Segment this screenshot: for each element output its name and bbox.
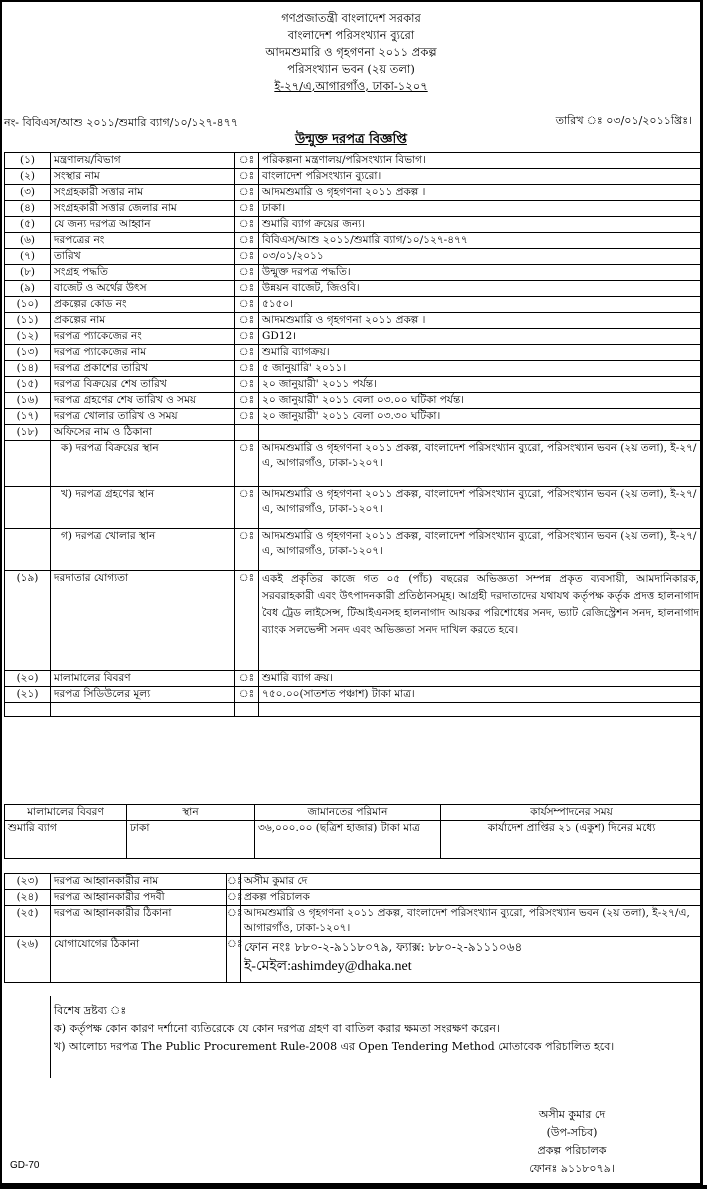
items-header-row [5, 805, 703, 821]
row-value: ৭৫০.০০(সাতশত পঞ্চাশ) টাকা মাত্র। [259, 687, 703, 703]
table-row [5, 361, 703, 377]
table-row-office-opening [5, 529, 703, 571]
row-value: আদমশুমারি ও গৃহগণনা ২০১১ প্রকল্প, বাংলাদেশ পরিসংখ্যান ব্যুরো, পরিসংখ্যান ভবন (২য় তলা), ই-২৭/এ, আগারগাঁও, ঢাকা-১২০৭। [259, 487, 703, 529]
header-line-1: গণপ্রজাতন্ত্রী বাংলাদেশ সরকার [281, 11, 421, 25]
row-number: (১৩) [5, 345, 51, 361]
row-value: অসীম কুমার দে [241, 874, 703, 890]
row-separator: ঃ [235, 185, 259, 201]
row-separator: ঃ [235, 217, 259, 233]
table-row [5, 313, 703, 329]
table-row-office [5, 425, 703, 441]
row-separator: ঃ [235, 687, 259, 703]
items-header: স্থান [127, 805, 255, 821]
items-cell: শুমারি ব্যাগ [5, 821, 127, 859]
row-label: যোগাযোগের ঠিকানা [51, 937, 227, 983]
items-cell: কার্যাদেশ প্রাপ্তির ২১ (একুশ) দিনের মধ্যে [441, 821, 703, 859]
notes-title: বিশেষ দ্রষ্টব্য ঃ [54, 1004, 127, 1017]
row-value: ৫১৫০। [259, 297, 703, 313]
row-separator: ঃ [235, 377, 259, 393]
row-separator: ঃ [235, 671, 259, 687]
table-row [5, 874, 703, 890]
row-value: শুমারি ব্যাগক্রয়। [259, 345, 703, 361]
table-row-21 [5, 687, 703, 703]
table-row [5, 217, 703, 233]
row-number: (৮) [5, 265, 51, 281]
table-row [5, 377, 703, 393]
items-cell: ঢাকা [127, 821, 255, 859]
row-value: ০৩/০১/২০১১ [259, 249, 703, 265]
row-label: দরপত্র প্রকাশের তারিখ [51, 361, 235, 377]
row-separator: ঃ [235, 297, 259, 313]
row-separator: ঃ [235, 233, 259, 249]
row-separator: ঃ [235, 571, 259, 671]
row-number: (২) [5, 169, 51, 185]
row-value: আদমশুমারি ও গৃহগণনা ২০১১ প্রকল্প, বাংলাদেশ পরিসংখ্যান ব্যুরো, পরিসংখ্যান ভবন (২য় তলা), ই-২৭/এ, আগারগাঁও, ঢাকা-১২০৭। [241, 906, 703, 937]
items-header: জামানতের পরিমান [255, 805, 441, 821]
table-row [5, 409, 703, 425]
row-separator: ঃ [227, 906, 241, 937]
items-cell: ৩৬,০০০.০০ (ছত্রিশ হাজার) টাকা মাত্র [255, 821, 441, 859]
header-line-2: বাংলাদেশ পরিসংখ্যান ব্যুরো [287, 28, 415, 42]
row-number: (২৩) [5, 874, 51, 890]
header-line-3: আদমশুমারি ও গৃহগণনা ২০১১ প্রকল্প [265, 45, 437, 59]
row-number: (২৫) [5, 906, 51, 937]
row-value: আদমশুমারি ও গৃহগণনা ২০১১ প্রকল্প । [259, 313, 703, 329]
bottom-border [0, 1185, 707, 1189]
table-row [5, 249, 703, 265]
row-number: (১৭) [5, 409, 51, 425]
blank-cell [259, 703, 703, 717]
row-number: (১১) [5, 313, 51, 329]
row-value: বিবিএস/আশু ২০১১/শুমারি ব্যাগ/১০/১২৭-৪৭৭ [259, 233, 703, 249]
notes-divider [50, 996, 51, 1078]
table-row-blank [5, 703, 703, 717]
row-separator: ঃ [235, 529, 259, 571]
row-number: (১) [5, 153, 51, 169]
signatory-name: অসীম কুমার দে [538, 1108, 606, 1121]
row-label: সংস্থার নাম [51, 169, 235, 185]
row-label: দরপত্র গ্রহণের শেষ তারিখ ও সময় [51, 393, 235, 409]
items-header: কার্যসম্পাদনের সময় [441, 805, 703, 821]
row-number: (১০) [5, 297, 51, 313]
row-value: পরিকল্পনা মন্ত্রণালয়/পরিসংখ্যান বিভাগ। [259, 153, 703, 169]
note-b: খ) আলোচ্য দরপত্র The Public Procurement Rule-2008 এর Open Tendering Method মোতাবেক পরিচালিত হবে। [54, 1040, 615, 1053]
row-value [241, 937, 703, 983]
row-separator: ঃ [227, 874, 241, 890]
row-separator: ঃ [235, 487, 259, 529]
row-number [5, 441, 51, 487]
row-number: (৬) [5, 233, 51, 249]
header-line-4: পরিসংখ্যান ভবন (২য় তলা) [287, 62, 415, 76]
table-row-20 [5, 671, 703, 687]
row-label: দরপত্র বিক্রয়ের শেষ তারিখ [51, 377, 235, 393]
row-label: দরপত্র সিডিউলের মূল্য [51, 687, 235, 703]
blank-cell [51, 703, 235, 717]
note-a: ক) কর্তৃপক্ষ কোন কারণ দর্শানো ব্যতিরেকে যে কোন দরপত্র গ্রহণ বা বাতিল করার ক্ষমতা সংরক্ষণ করেন। [54, 1022, 500, 1035]
row-label: সংগ্রহকারী সত্তার নাম [51, 185, 235, 201]
row-separator: ঃ [235, 409, 259, 425]
row-number: (১৪) [5, 361, 51, 377]
row-label: প্রকল্পের নাম [51, 313, 235, 329]
row-label: তারিখ [51, 249, 235, 265]
letterhead [2, 10, 700, 95]
row-label: সংগ্রহ পদ্ধতি [51, 265, 235, 281]
row-label: যে জন্য দরপত্র আহ্বান [51, 217, 235, 233]
header-line-5: ই-২৭/এ,আগারগাঁও, ঢাকা-১২০৭ [274, 79, 428, 93]
row-number [5, 529, 51, 571]
row-value: GD12। [259, 329, 703, 345]
row-number: (১৫) [5, 377, 51, 393]
table-row-eligibility [5, 571, 703, 671]
row-label: খ) দরপত্র গ্রহণের স্থান [51, 487, 235, 529]
table-row-office-receive [5, 487, 703, 529]
row-value: একই প্রকৃতির কাজে গত ০৫ (পাঁচ) বছরের অভিজ্ঞতা সম্পন্ন প্রকৃত ব্যবসায়ী, আমদানিকারক, সরবরাহকারী এবং উৎপাদনকারী প্রতিষ্ঠানসমূহ। আগ্রহী দরদাতাদের যথাযথ কর্তৃপক্ষ কর্তৃক প্রদত্ত হালনাগাদ বৈধ ট্রেড লাইসেন্স, টিআইএনসহ হালনাগাদ আয়কর পরিশোধের সনদ, ভ্যাট রেজিস্ট্রেশন সনদ, হালনাগাদ ব্যাংক সলভেন্সী সনদ এবং অভিজ্ঞতা সনদ দাখিল করতে হবে। [259, 571, 703, 671]
row-value: ঢাকা। [259, 201, 703, 217]
table-row [5, 345, 703, 361]
items-row [5, 821, 703, 859]
row-label: অফিসের নাম ও ঠিকানা [51, 425, 235, 441]
row-separator: ঃ [235, 345, 259, 361]
table-row [5, 393, 703, 409]
page-title: উন্মুক্ত দরপত্র বিজ্ঞপ্তি [295, 132, 407, 147]
contact-email[interactable]: ই-মেইল:ashimdey@dhaka.net [244, 959, 412, 974]
row-number: (১৯) [5, 571, 51, 671]
row-label: মালামালের বিবরণ [51, 671, 235, 687]
row-number: (২১) [5, 687, 51, 703]
row-value: ২০ জানুয়ারী' ২০১১ পর্যন্ত। [259, 377, 703, 393]
table-row [5, 329, 703, 345]
row-separator: ঃ [235, 361, 259, 377]
row-separator: ঃ [235, 265, 259, 281]
issuer-table [4, 873, 703, 983]
row-number: (৭) [5, 249, 51, 265]
row-value: ২০ জানুয়ারী' ২০১১ বেলা ০৩.০০ ঘটিকা পর্যন্ত। [259, 393, 703, 409]
reference-number: নং- বিবিএস/আশু ২০১১/শুমারি ব্যাগ/১০/১২৭-৪৭৭ [4, 116, 238, 129]
row-label: দরপত্র আহ্বানকারীর পদবী [51, 890, 227, 906]
row-value: ২০ জানুয়ারী' ২০১১ বেলা ০৩.৩০ ঘটিকা। [259, 409, 703, 425]
table-row [5, 890, 703, 906]
row-value: ৫ জানুয়ারি' ২০১১। [259, 361, 703, 377]
row-label: দরপত্র আহ্বানকারীর নাম [51, 874, 227, 890]
items-header: মালামালের বিবরণ [5, 805, 127, 821]
row-separator: ঃ [227, 937, 241, 983]
row-number: (৯) [5, 281, 51, 297]
row-label: দরপত্রের নং [51, 233, 235, 249]
row-label: দরপত্র খোলার তারিখ ও সময় [51, 409, 235, 425]
tender-details-table [4, 152, 703, 717]
row-value: প্রকল্প পরিচালক [241, 890, 703, 906]
row-number [5, 487, 51, 529]
table-row [5, 233, 703, 249]
row-number: (৩) [5, 185, 51, 201]
row-separator: ঃ [235, 249, 259, 265]
row-value: আদমশুমারি ও গৃহগণনা ২০১১ প্রকল্প, বাংলাদেশ পরিসংখ্যান ব্যুরো, পরিসংখ্যান ভবন (২য় তলা), ই-২৭/এ, আগারগাঁও, ঢাকা-১২০৭। [259, 441, 703, 487]
signatory-rank: (উপ-সচিব) [546, 1126, 598, 1139]
row-label: দরদাতার যোগ্যতা [51, 571, 235, 671]
row-value: আদমশুমারি ও গৃহগণনা ২০১১ প্রকল্প, বাংলাদেশ পরিসংখ্যান ব্যুরো, পরিসংখ্যান ভবন (২য় তলা), ই-২৭/এ, আগারগাঁও, ঢাকা-১২০৭। [259, 529, 703, 571]
row-value: উন্নয়ন বাজেট, জিওবি। [259, 281, 703, 297]
row-separator: ঃ [235, 169, 259, 185]
row-label: প্রকল্পের কোড নং [51, 297, 235, 313]
signatory-phone: ফোনঃ ৯১১৮০৭৯। [529, 1162, 615, 1175]
footer-code: GD-70 [10, 1160, 40, 1171]
row-label: দরপত্র প্যাকেজের নাম [51, 345, 235, 361]
table-row [5, 281, 703, 297]
row-value: শুমারি ব্যাগ ক্রয়। [259, 671, 703, 687]
row-label: মন্ত্রণালয়/বিভাগ [51, 153, 235, 169]
row-label: বাজেট ও অর্থের উৎস [51, 281, 235, 297]
row-number: (১৮) [5, 425, 51, 441]
row-number: (১৬) [5, 393, 51, 409]
table-row [5, 153, 703, 169]
row-label: দরপত্র প্যাকেজের নং [51, 329, 235, 345]
row-number: (১২) [5, 329, 51, 345]
table-row [5, 201, 703, 217]
contact-phone: ফোন নংঃ ৮৮০-২-৯১১৮০৭৯, ফ্যাক্স: ৮৮০-২-৯১১১০৬৪ [244, 940, 523, 954]
items-table [4, 804, 703, 859]
signatory-title: প্রকল্প পরিচালক [537, 1144, 607, 1157]
signature-block [482, 1106, 662, 1178]
table-row-contact [5, 937, 703, 983]
row-value [259, 425, 703, 441]
row-number: (২০) [5, 671, 51, 687]
row-value: আদমশুমারি ও গৃহগণনা ২০১১ প্রকল্প । [259, 185, 703, 201]
blank-cell [5, 703, 51, 717]
row-separator [235, 425, 259, 441]
row-value: শুমারি ব্যাগ ক্রয়ের জন্য। [259, 217, 703, 233]
row-separator: ঃ [235, 441, 259, 487]
row-number: (২৬) [5, 937, 51, 983]
row-value: বাংলাদেশ পরিসংখ্যান ব্যুরো। [259, 169, 703, 185]
row-separator: ঃ [235, 201, 259, 217]
row-separator: ঃ [227, 890, 241, 906]
table-row [5, 265, 703, 281]
table-row [5, 297, 703, 313]
row-number: (৫) [5, 217, 51, 233]
row-label: দরপত্র আহ্বানকারীর ঠিকানা [51, 906, 227, 937]
notice-date: তারিখ ঃ ০৩/০১/২০১১খ্রিঃ। [555, 114, 692, 127]
table-row [5, 169, 703, 185]
row-number: (২৪) [5, 890, 51, 906]
table-row [5, 906, 703, 937]
special-notes [54, 1002, 694, 1056]
table-row [5, 185, 703, 201]
row-separator: ঃ [235, 393, 259, 409]
row-label: ক) দরপত্র বিক্রয়ের স্থান [51, 441, 235, 487]
row-label: সংগ্রহকারী সত্তার জেলার নাম [51, 201, 235, 217]
row-separator: ঃ [235, 153, 259, 169]
row-separator: ঃ [235, 281, 259, 297]
row-label: গ) দরপত্র খোলার স্থান [51, 529, 235, 571]
blank-cell [235, 703, 259, 717]
row-number: (৪) [5, 201, 51, 217]
table-row-office-sale [5, 441, 703, 487]
row-value: উন্মুক্ত দরপত্র পদ্ধতি। [259, 265, 703, 281]
row-separator: ঃ [235, 313, 259, 329]
row-separator: ঃ [235, 329, 259, 345]
